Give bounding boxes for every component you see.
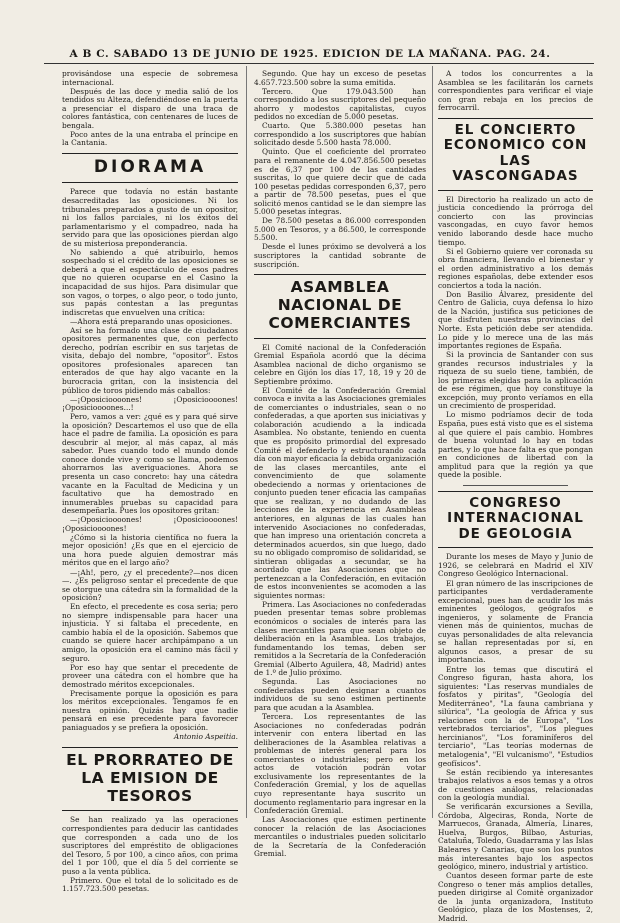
header-rule — [44, 63, 594, 64]
paragraph: Se verificarán excursiones a Sevilla, Córdoba, Algeciras, Ronda, Norte de Marruecos, Granada, Almería, Linares, Huelva, Burgos, Bilbao, Asturias, Cataluña, Toledo, Guadarrama y las Islas Baleares y Canarias, que son los puntos más interesantes bajo los aspectos geológico, minero, industrial y artístico. — [438, 802, 593, 872]
paragraph: Segundo. Que hay un exceso de pesetas 4.657.723.500 sobre la suma emitida. — [254, 69, 426, 87]
paragraph: Segunda. Las Asociaciones no confederadas pueden designar a cuantos individuos de su seno estimen pertinente para que acudan a la Asamblea. — [254, 677, 426, 712]
column-separator — [432, 66, 433, 818]
paragraph: Primero. Que el total de lo solicitado es de 1.157.723.500 pesetas. — [62, 875, 238, 894]
asamblea-continued — [438, 70, 593, 113]
prorrateo-continued — [254, 70, 426, 269]
paragraph: El Comité de la Confederación Gremial convoca e invita a las Asociaciones gremiales de comerciantes o industriales, sean o no confederadas, a que aporten sus iniciativas y colaboración acudiendo a la indicada Asamblea. No obstante, teniendo en cuenta que es propósito primordial del expresado Comité el defenderlo y estructurando cada día con mayor eficacia la debida organización de las clases mercantiles, ante el convencimiento de que solamente obedeciendo a normas y orientaciones de conjunto pueden tener eficacia las campañas que se realizan, y no dudando de las lecciones de la experiencia en Asambleas anteriores, en algunas de las cuales han intervenido Asociaciones no confederadas, que han impreso una orientación concreta a determinados acuerdos, sin que luego, dado su no obligado compromiso de solidaridad, se sintieran obligadas a secundar, se ha acordado que las Asociaciones que no pertenezcan a la Confederación, en evitación de estos inconvenientes se acomoden a las siguientes normas: — [254, 385, 426, 600]
paragraph: Cuantos deseen formar parte de este Congreso o tener más amplios detalles, pueden dirigirse al Comité organizador de la junta organizadora, Instituto Geológico, plaza de los Mostenses, 2, Madrid. — [438, 871, 593, 923]
prorrateo-heading: EL PRORRATEO DE LA EMISION DE TESOROS — [66, 750, 234, 805]
paragraph: El Directorio ha realizado un acto de justicia concediendo la prórroga del concierto con las provincias vascongadas, en cuyo favor hemos venido laborando desde hace mucho tiempo. — [438, 194, 593, 247]
diorama-signature: Antonio Aspeitia. — [173, 732, 238, 742]
divider — [463, 485, 568, 486]
paragraph: Don Basilio Álvarez, presidente del Centro de Galicia, cuya defensa lo hizo de la Nación, justifica sus peticiones de que disfruten nuestras provincias del Norte. Esta petición debe ser atendida. Lo pide y lo merece una de las más importantes regiones de España. — [438, 289, 593, 351]
paragraph: Se han realizado ya las operaciones correspondientes para deducir las cantidades que corresponden a cada uno de los suscriptores del empréstito de obligaciones del Tesoro, 5 por 100, a cinco años, con prima del 1 por 100, que el día 5 del corriente se puso a la venta pública. — [62, 815, 238, 876]
paragraph: Se están recibiendo ya interesantes trabajos relativos a esos temas y a otros de cuestiones análogas, relacionadas con la geología mundial. — [438, 767, 593, 803]
column-separator — [246, 66, 247, 818]
paragraph: A todos los concurrentes a la Asamblea se les facilitarán los carnets correspondientes para verificar el viaje con gran rebaja en los precios de ferrocarril. — [438, 69, 593, 113]
paragraph: Tercera. Los representantes de las Asociaciones no confederadas podrán intervenir con entera libertad en las deliberaciones de la Asamblea relativas a problemas de interés general para los comerciantes o industriales; pero en los actos de votación podrán votar exclusivamente los representantes de la Confederación Gremial, y los de aquellas cuyo representante haya suscrito un documento reglamentario para ingresar en la Confederación Gremial. — [254, 712, 426, 816]
paragraph: —¡Oposicioooones! ¡Oposicioooones! ¡Oposicioooones! — [62, 515, 238, 533]
paragraph: Tercero. Que 179.043.500 han correspondido a los suscriptores del pequeño ahorro y modestos capitalistas, cuyos pedidos no excedían de 5.000 pesetas. — [254, 86, 426, 122]
paragraph: —Ahora está preparando unas oposiciones. — [70, 316, 233, 326]
paragraph: De 78.500 pesetas a 86.000 corresponden 5.000 en Tesoros, y a 86.500, le corresponde 5.500. — [254, 216, 426, 243]
paragraph: Lo mismo podríamos decir de toda España, pues está visto que es el sistema al que quiere el país cambio. Hombres de buena voluntad lo hay en todas partes, y lo que hace falta es que pongan en condiciones de libertad con la amplitud para que la región ya que quede la posible. — [438, 410, 593, 480]
paragraph: No sabiendo a qué atribuirlo, hemos sospechado si el crédito de las oposiciones se deberá a que el espectáculo de esos padres que no quieren ocuparse en el Casino la incapacidad de sus hijos. Para disimular que son vagos, o torpes, o algo peor, o todo junto, sus papás contestan a las preguntas indiscretas que envuelven una crítica: — [62, 247, 238, 317]
page-header: A B C. SABADO 13 DE JUNIO DE 1925. EDICION DE LA MAÑANA. PAG. 24. — [69, 48, 551, 60]
paragraph: Pero, vamos a ver: ¿qué es y para qué sirve la oposición? Descartemos el uso que de ella hace el padre de familia. La oposición es para descubrir al mejor, al más capaz, al más sabedor. Pues cuando todo el mundo donde conoce donde vive y como se llama, podemos ahorrarnos las averiguaciones. Ahora se presenta un caso concreto: hay una cátedra vacante en la Facultad de Medicina y un facultativo que ha demostrado en innumerables pruebas su capacidad para desempeñarla. Pues los opositores gritan: — [62, 412, 238, 516]
paragraph: —¡Oposicioooones! ¡Oposicioooones! ¡Oposicioooones...! — [62, 394, 238, 413]
paragraph: Parece que todavía no están bastante desacreditadas las oposiciones. Ni los tribunales preparados a gusto de un opositor, ni los fallos parciales, ni los éxitos del parlamentarismo y el compadreo, nada ha servido para que las oposiciones pierdan algo de su misteriosa preponderancia. — [62, 187, 238, 248]
paragraph: Si el Gobierno quiere ver coronada su obra financiera, llevando el bienestar y el orden administrativo a los demás regiones españolas, debe extender esos conciertos a toda la nación. — [438, 246, 593, 290]
paragraph: Precisamente porque la oposición es para los méritos excepcionales. Tengamos fe en nuestra opinión. Quizás hay que nadie pensará en ese precedente para favorecer paniaguados y se prefiera la oposición. — [62, 688, 238, 732]
paragraph: Las Asociaciones que estimen pertinente conocer la relación de las Asociaciones mercantiles o industriales pueden solicitarlo de la Secretaría de la Confederación Gremial. — [254, 815, 426, 859]
paragraph: provisándose una especie de sobremesa internacional. — [62, 69, 238, 87]
paragraph: En efecto, el precedente es cosa seria; pero no siempre indispensable para hacer una injusticia. Y si faltaba el precedente, en cambio había el de la oposición. Sabemos que cuando se quiere hacer archipámpano a un amigo, la oposición era el camino más fácil y seguro. — [62, 602, 238, 663]
prorrateo-article — [62, 816, 238, 893]
congreso-heading: CONGRESO INTERNACIONAL DE GEOLOGIA — [447, 494, 584, 542]
paragraph: El gran número de las inscripciones de participantes verdaderamente excepcional, pues han de acudir los más eminentes geólogos, geógrafos e ingenieros, y solamente de Francia vienen más de quinientos, muchas de cuyas personalidades de alta relevancia se hallan representadas por sí, en algunos casos, a presar de su importancia. — [438, 578, 593, 665]
column-3 — [438, 69, 593, 923]
paragraph: El Comité nacional de la Confederación Gremial Española acordó que la décima Asamblea nacional de dicho organismo se celebre en Gijón los días 17, 18, 19 y 20 de Septiembre próximo. — [254, 342, 426, 386]
asamblea-heading: ASAMBLEA NACIONAL DE COMERCIANTES — [268, 278, 412, 332]
concierto-article — [438, 196, 593, 480]
paragraph: Cuarto. Que 5.380.000 pesetas han correspondido a los suscriptores que habían solicitado desde 5.500 hasta 78.000. — [254, 121, 426, 148]
paragraph: Quinto. Que el coeficiente del prorrateo para el remanente de 4.047.856.500 pesetas es de 6,37 por 100 de las cantidades suscritas, lo que quiere decir que de cada 100 pesetas pedidas corresponden 6,37, pero a partir de 78.500 pesetas, pues el que solicitó menos cantidad se le dan siempre las 5.000 pesetas íntegras. — [254, 147, 426, 217]
paragraph: Después de las doce y media salió de los tendidos su Alteza, defendiéndose en la puerta a presenciar el disparo de una traca de colores fantástica, con centenares de luces de bengala. — [62, 86, 238, 130]
diorama-heading: DIORAMA — [93, 156, 207, 177]
intro-article — [62, 70, 238, 148]
paragraph: Si la provincia de Santander con sus grandes recursos industriales y la riqueza de su suelo tiene, también, de los primeras elegidas para la aplicación de ese régimen, que hoy constituye la excepción, muy pronto veríamos en ella un crecimiento de prosperidad. — [438, 350, 593, 411]
paragraph: Entre los temas que discutirá el Congreso figuran, hasta ahora, los siguientes: "Las reservas mundiales de fosfatos y piritas", "Geología del Mediterráneo", "La fauna cambriana y silúrica", "La geología de África y sus relaciones con la de Europa", "Los vertebrados terciarios", "Los plegues hercinianos", "Los foraminíferos del terciario", "Las teorías modernas de metalogenia", "El vulcanismo", "Estudios geofísicos". — [438, 664, 593, 768]
column-1 — [62, 69, 238, 894]
paragraph: ¿Cómo si la historia científica no fuera la mejor oposición! ¿Es que en el ejercicio de una hora puede alguien demostrar más méritos que en el largo año? — [62, 532, 238, 568]
diorama-article — [62, 188, 238, 732]
paragraph: Poco antes de la una entraba el príncipe en la Cantania. — [62, 129, 238, 148]
congreso-article — [438, 553, 593, 923]
paragraph: Así se ha formado una clase de ciudadanos opositores permanentes que, con perfecto derecho, podrían escribir en sus tarjetas de visita, debajo del nombre, "opositor". Estos opositores profesionales aparecen tan enterados de que hay algo vacante en la burocracia gritan, con la insistencia del público de toros pidiendo más caballos: — [62, 325, 238, 395]
concierto-heading: EL CONCIERTO ECONOMICO CON LAS VASCONGADAS — [443, 121, 588, 185]
column-2 — [254, 69, 426, 859]
paragraph: Por eso hay que sentar el precedente de proveer una cátedra con el hombre que ha demostrado méritos excepcionales. — [62, 662, 238, 689]
paragraph: Primera. Las Asociaciones no confederadas pueden presentar temas sobre problemas económicos o sociales de interés para las clases mercantiles para que sean objeto de deliberación en la Asamblea. Los trabajos, fundamentando los temas, deben ser remitidos a la Secretaría de la Confederación Gremial (Alberto Aguilera, 48, Madrid) antes de 1.º de Julio próximo. — [254, 599, 426, 678]
paragraph: Durante los meses de Mayo y Junio de 1926, se celebrará en Madrid el XIV Congreso Geológico Internacional. — [438, 552, 593, 579]
paragraph: Desde el lunes próximo se devolverá a los suscriptores la cantidad sobrante de suscripción. — [254, 242, 426, 269]
paragraph: —¡Ah!, pero, ¿y el precedente?—nos dicen—. ¿Es peligroso sentar el precedente de que se otorgue una cátedra sin la formalidad de la oposición? — [62, 567, 238, 603]
asamblea-article — [254, 344, 426, 859]
